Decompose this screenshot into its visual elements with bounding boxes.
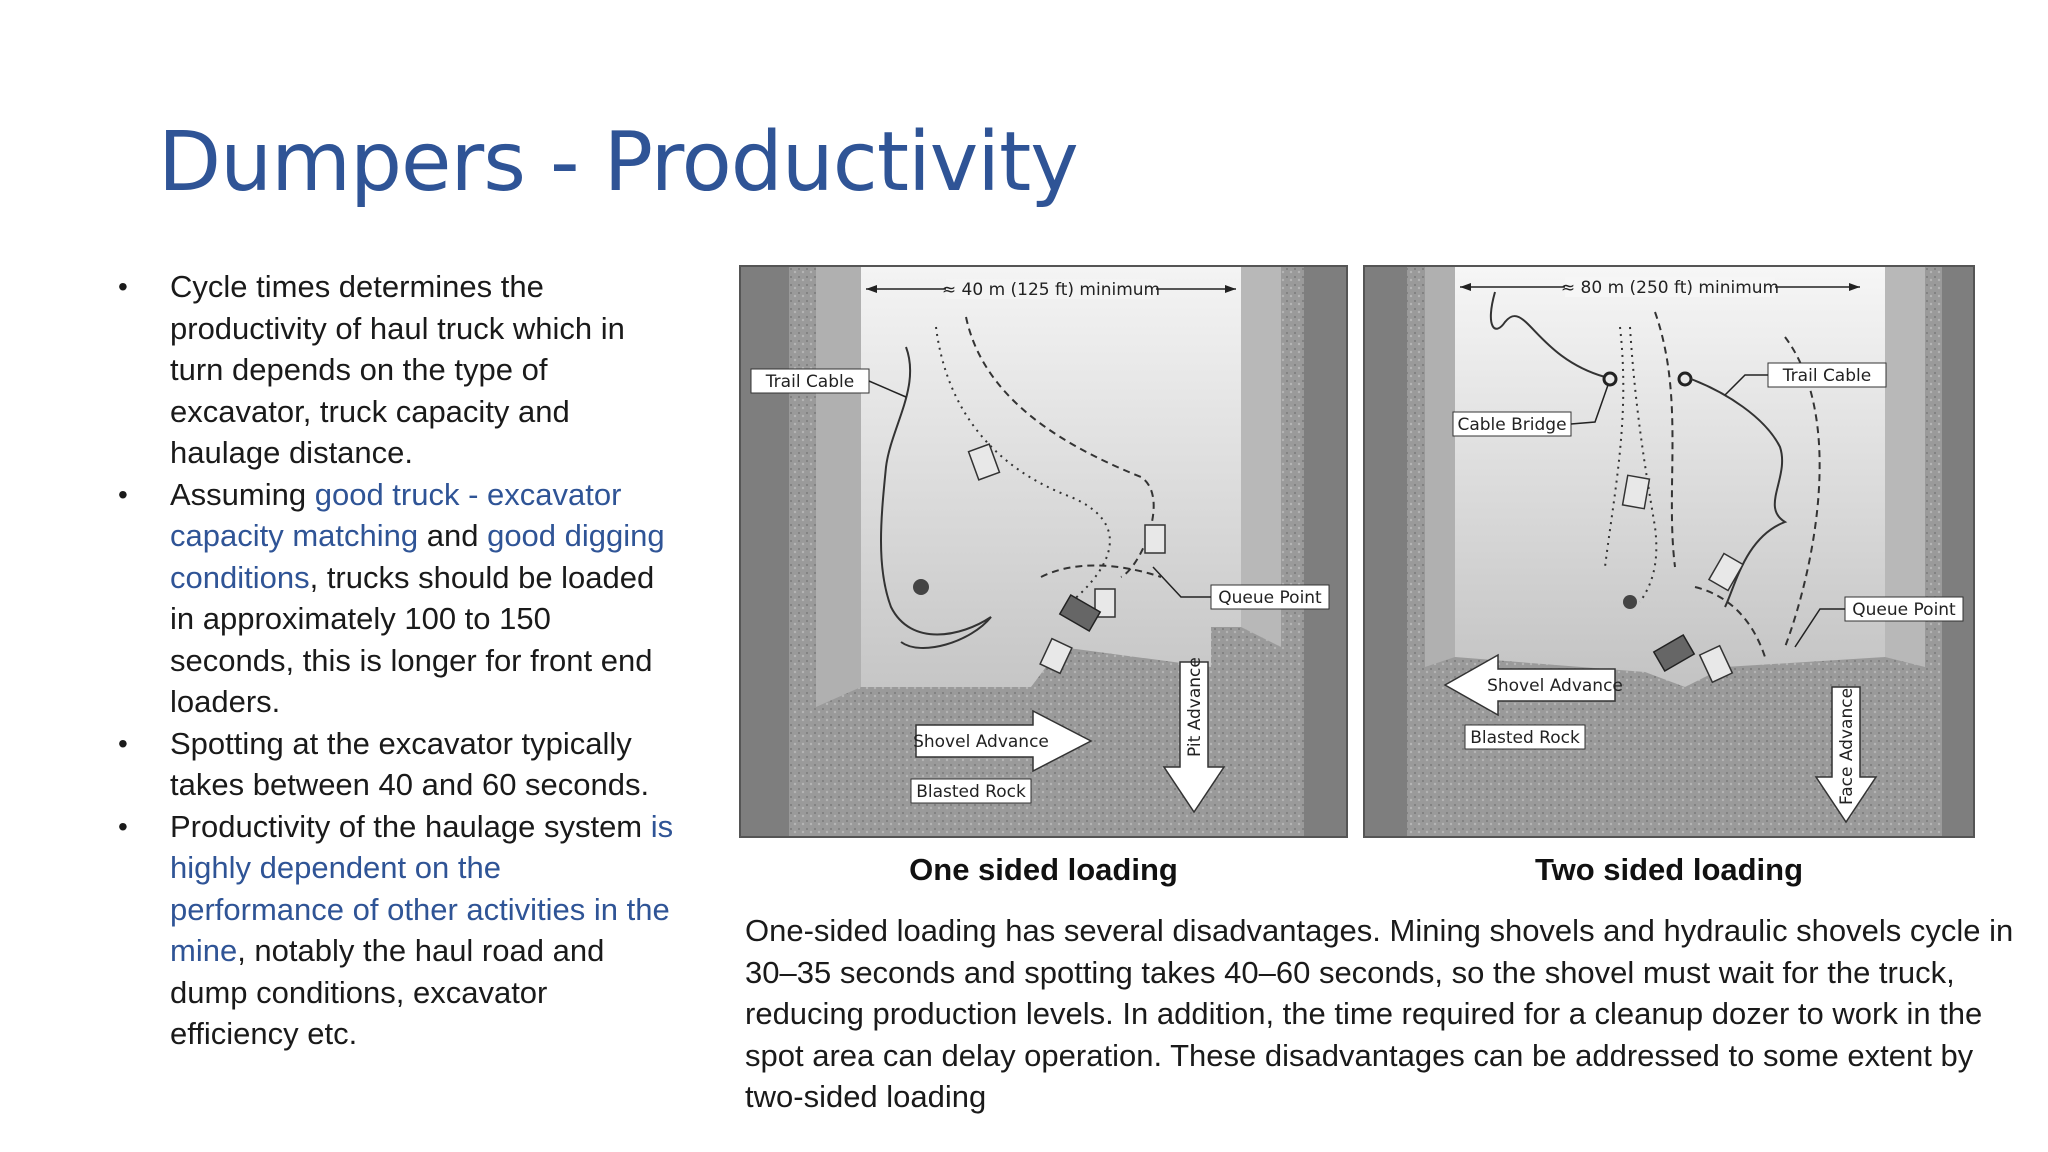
truck-icon <box>1145 525 1165 553</box>
face-advance-label: Face Advance <box>1837 687 1857 805</box>
two-sided-caption: Two sided loading <box>1534 852 1804 887</box>
trail-cable-label: Trail Cable <box>765 372 855 392</box>
trail-cable-label: Trail Cable <box>1782 366 1872 386</box>
bullet-text: Productivity of the haulage system <box>170 808 651 844</box>
bullet-text: , notably the haul road and dump conditions, excavator efficiency etc. <box>170 933 605 1051</box>
bullet-text: Assuming <box>170 476 315 512</box>
shovel-advance-label: Shovel Advance <box>913 732 1049 752</box>
bullet-item <box>118 266 678 474</box>
bullet-list <box>118 266 678 1055</box>
truck-icon <box>1623 475 1650 508</box>
bullet-item <box>118 474 678 723</box>
bench-area <box>861 267 1241 687</box>
bullet-highlight: good digging conditions <box>170 518 665 595</box>
pit-advance-label: Pit Advance <box>1185 657 1205 757</box>
shovel-advance-label: Shovel Advance <box>1487 676 1623 696</box>
queue-point-label: Queue Point <box>1218 588 1322 608</box>
description-paragraph: One-sided loading has several disadvantages. Mining shovels and hydraulic shovels cycle in 30–35 seconds and spotting takes 40–60 seconds, so the shovel must wait for the truck, reducing production levels. In addition, the time required for a cleanup dozer to work in the spot area can delay operation. These disadvantages can be addressed to some extent by two-sided loading <box>745 913 2014 1114</box>
bullet-text: Cycle times determines the productivity of haul truck which in turn depends on the type of excavator, truck capacity and haulage distance. <box>170 269 625 470</box>
dozer-icon <box>1623 595 1637 609</box>
bullet-item <box>118 723 678 806</box>
queue-point-label: Queue Point <box>1852 600 1956 620</box>
width-label: ≈ 80 m (250 ft) minimum <box>1560 278 1780 298</box>
bullet-item <box>118 806 678 1055</box>
one-sided-loading-diagram <box>739 265 1348 838</box>
dozer-icon <box>913 579 929 595</box>
bullet-text: and <box>418 518 488 553</box>
bullet-text: Spotting at the excavator typically takes between 40 and 60 seconds. <box>170 725 650 802</box>
two-sided-loading-diagram <box>1363 265 1975 838</box>
blasted-rock-label: Blasted Rock <box>916 782 1026 802</box>
bench-area <box>1455 267 1885 687</box>
bullet-highlight: good truck - excavator capacity matching <box>170 476 622 553</box>
cable-bridge-label: Cable Bridge <box>1457 415 1567 435</box>
page-title: Dumpers - Productivity <box>158 115 1078 210</box>
width-label: ≈ 40 m (125 ft) minimum <box>941 280 1161 300</box>
blasted-rock-label: Blasted Rock <box>1470 728 1580 748</box>
bullet-text: , trucks should be loaded in approximately 100 to 150 seconds, this is longer for front end loaders. <box>170 559 655 719</box>
one-sided-caption: One sided loading <box>909 852 1178 887</box>
bullet-highlight: is highly dependent on the performance of other activities in the mine <box>170 808 674 968</box>
